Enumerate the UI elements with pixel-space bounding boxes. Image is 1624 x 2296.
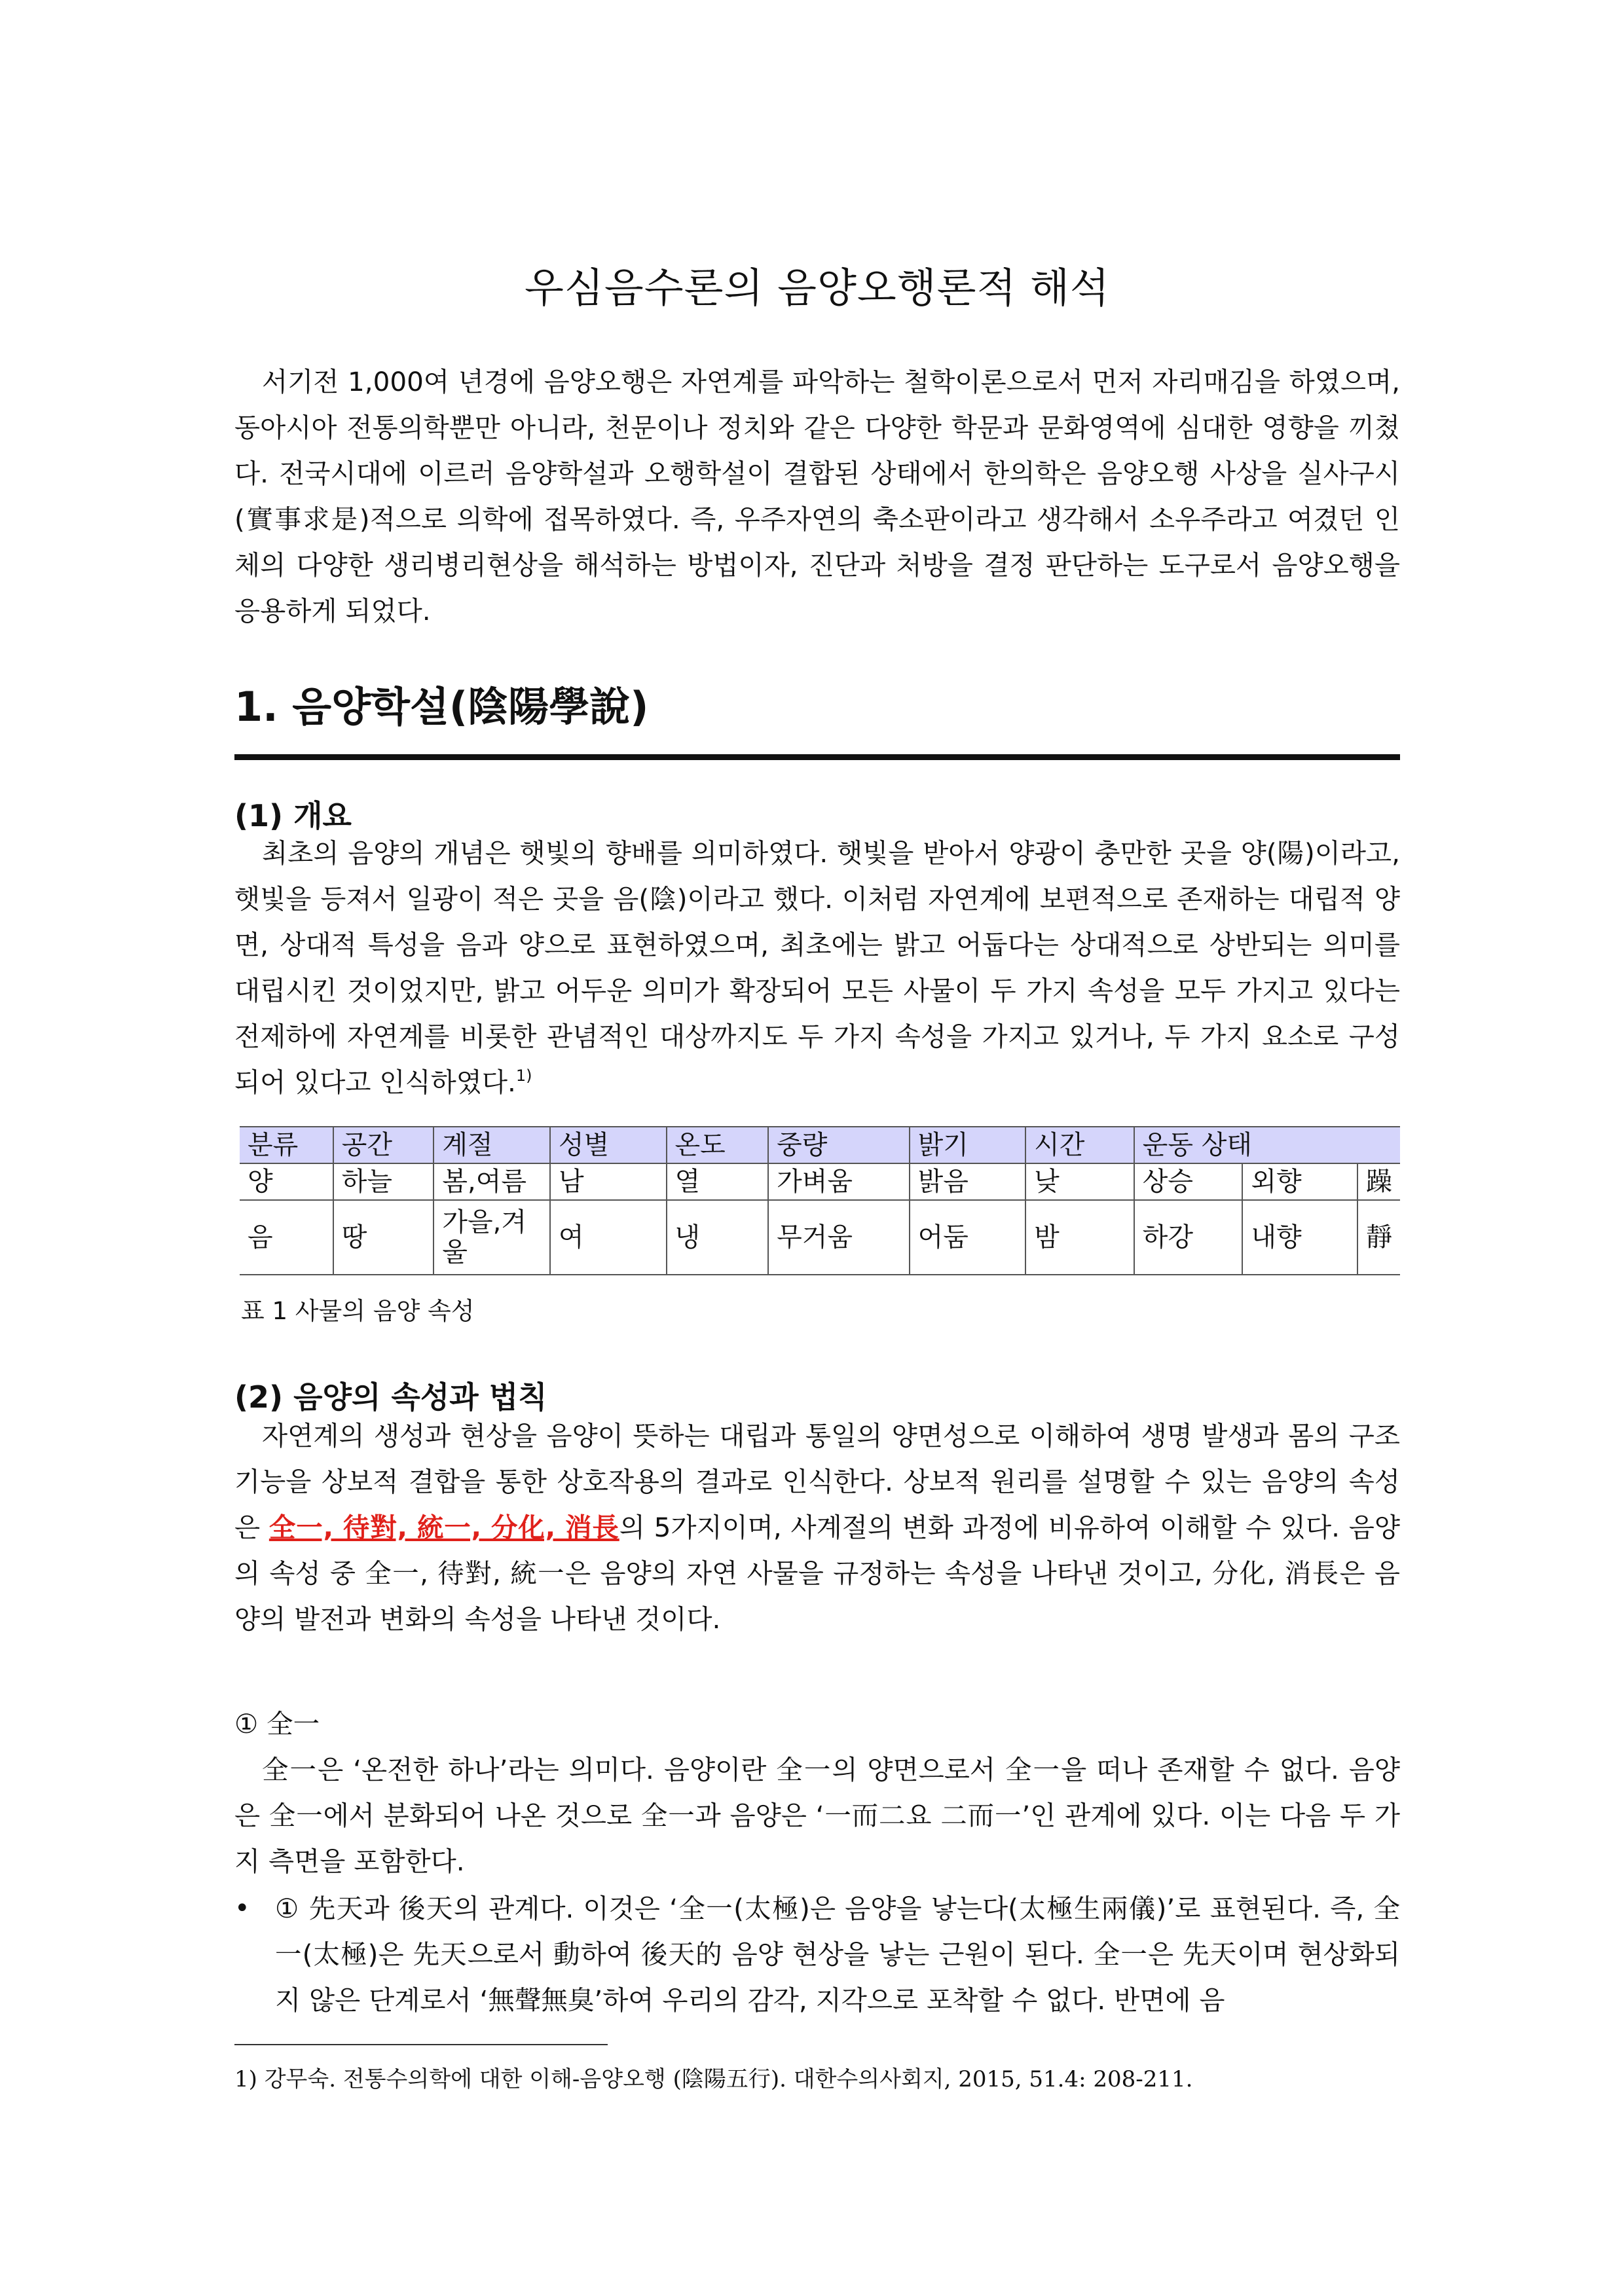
table-cell: 밝음 bbox=[910, 1163, 1026, 1200]
table-cell: 하늘 bbox=[333, 1163, 434, 1200]
intro-paragraph: 서기전 1,000여 년경에 음양오행은 자연계를 파악하는 철학이론으로서 먼저 자리매김을 하였으며, 동아시아 전통의학뿐만 아니라, 천문이나 정치와 같은 다양한 학문과 문화영역에 심대한 영향을 끼쳤다. 전국시대에 이르러 음양학설과 오행학설이 결합된 상태에서 한의학은 음양오행 사상을 실사구시(實事求是)적으로 의학에 접목하였다. 즉, 우주자연의 축소판이라고 생각해서 소우주라고 여겼던 인체의 다양한 생리병리현상을 해석하는 방법이자, 진단과 처방을 결정 판단하는 도구로서 음양오행을 응용하게 되었다. bbox=[234, 366, 1400, 627]
attributes-text-after: 의 5가지이며, 사계절의 변화 과정에 비유하여 이해할 수 있다. 음양의 속성 중 全一, 待對, 統一은 음양의 자연 사물을 규정하는 속성을 나타낸 것이고, 分化, 消長은 음양의 발전과 변화의 속성을 나타낸 것이다. bbox=[234, 1512, 1401, 1635]
table-cell: 靜 bbox=[1357, 1200, 1400, 1275]
overview-text: 최초의 음양의 개념은 햇빛의 향배를 의미하였다. 햇빛을 받아서 양광이 충만한 곳을 양(陽)이라고, 햇빛을 등져서 일광이 적은 곳을 음(陰)이라고 했다. 이처럼 자연계에 보편적으로 존재하는 대립적 양면, 상대적 특성을 음과 양으로 표현하였으며, 최초에는 밝고 어둡다는 상대적으로 상반되는 의미를 대립시킨 것이었지만, 밝고 어두운 의미가 확장되어 모든 사물이 두 가지 속성을 모두 가지고 있다는 전제하에 자연계를 비롯한 관념적인 대상까지도 두 가지 속성을 가지고 있거나, 두 가지 요소로 구성되어 있다고 인식하였다. bbox=[234, 837, 1400, 1098]
bullet-symbol: • bbox=[234, 1893, 250, 1923]
table-header-cell: 성별 bbox=[550, 1127, 667, 1163]
footnote-ref[interactable]: 1) bbox=[515, 1066, 532, 1085]
item-heading-jeonil: ① 全一 bbox=[234, 1708, 320, 1740]
table-cell: 열 bbox=[667, 1163, 769, 1200]
table-cell: 남 bbox=[550, 1163, 667, 1200]
table-header-cell: 밝기 bbox=[910, 1127, 1026, 1163]
footnote-text: 1) 강무숙. 전통수의학에 대한 이해-음양오행 (陰陽五行). 대한수의사회지, 2015, 51.4: 208-211. bbox=[234, 2066, 1193, 2092]
overview-paragraph bbox=[234, 830, 1400, 1105]
table-cell: 낮 bbox=[1025, 1163, 1134, 1200]
table-header-cell: 계절 bbox=[434, 1127, 550, 1163]
table-row bbox=[240, 1163, 1400, 1200]
bullet-paragraph: ① 先天과 後天의 관계다. 이것은 ‘全一(太極)은 음양을 낳는다(太極生兩儀)’로 표현된다. 즉, 全一(太極)은 先天으로서 動하여 後天的 음양 현상을 낳는 근원이 된다. 全一은 先天이며 현상화되지 않은 단계로서 ‘無聲無臭’하여 우리의 감각, 지각으로 포착할 수 없다. 반면에 음 bbox=[275, 1893, 1400, 2016]
table-cell: 양 bbox=[240, 1163, 333, 1200]
table-cell: 하강 bbox=[1134, 1200, 1243, 1275]
document-title: 우심음수론의 음양오행론적 해석 bbox=[525, 264, 1110, 312]
table-header-row bbox=[240, 1127, 1400, 1163]
table-cell: 봄,여름 bbox=[434, 1163, 550, 1200]
section-heading-rule bbox=[234, 754, 1400, 760]
table-cell: 냉 bbox=[667, 1200, 769, 1275]
subsection-heading-attributes: (2) 음양의 속성과 법칙 bbox=[234, 1379, 547, 1415]
table-cell: 여 bbox=[550, 1200, 667, 1275]
attributes-text-before: 자연계의 생성과 현상을 음양이 뜻하는 대립과 통일의 양면성으로 이해하여 생명 발생과 몸의 구조 기능을 상보적 결합을 통한 상호작용의 결과로 인식한다. 상보적 원리를 설명할 수 있는 음양의 속성은 bbox=[234, 1420, 1400, 1543]
table-cell: 외향 bbox=[1242, 1163, 1357, 1200]
table-header-cell: 공간 bbox=[333, 1127, 434, 1163]
table-header-cell: 운동 상태 bbox=[1134, 1127, 1400, 1163]
table-cell: 어둠 bbox=[910, 1200, 1026, 1275]
table-cell: 밤 bbox=[1025, 1200, 1134, 1275]
table-cell: 가벼움 bbox=[768, 1163, 909, 1200]
attributes-paragraph bbox=[234, 1413, 1400, 1642]
yinyang-attribute-table bbox=[240, 1126, 1400, 1275]
table-cell: 무거움 bbox=[768, 1200, 909, 1275]
table-cell: 땅 bbox=[333, 1200, 434, 1275]
jeonil-paragraph: 全一은 ‘온전한 하나’라는 의미다. 음양이란 全一의 양면으로서 全一을 떠나 존재할 수 없다. 음양은 全一에서 분화되어 나온 것으로 全一과 음양은 ‘一而二요 二而一’인 관계에 있다. 이는 다음 두 가지 측면을 포함한다. bbox=[234, 1754, 1400, 1877]
table-cell: 음 bbox=[240, 1200, 333, 1275]
table-row bbox=[240, 1200, 1400, 1275]
subsection-heading-overview: (1) 개요 bbox=[234, 798, 352, 833]
table-header-cell: 분류 bbox=[240, 1127, 333, 1163]
table-header-cell: 시간 bbox=[1025, 1127, 1134, 1163]
attributes-highlight: 全一, 待對, 統一, 分化, 消長 bbox=[268, 1512, 619, 1543]
table-cell: 躁 bbox=[1357, 1163, 1400, 1200]
table-header-cell: 온도 bbox=[667, 1127, 769, 1163]
footnote-divider bbox=[234, 2044, 608, 2045]
table-header-cell: 중량 bbox=[768, 1127, 909, 1163]
table-cell: 상승 bbox=[1134, 1163, 1243, 1200]
section-heading-1: 1. 음양학설(陰陽學說) bbox=[234, 683, 649, 731]
table-cell: 가을,겨울 bbox=[434, 1200, 550, 1275]
table-cell: 내향 bbox=[1242, 1200, 1357, 1275]
table-caption: 표 1 사물의 음양 속성 bbox=[241, 1297, 475, 1325]
